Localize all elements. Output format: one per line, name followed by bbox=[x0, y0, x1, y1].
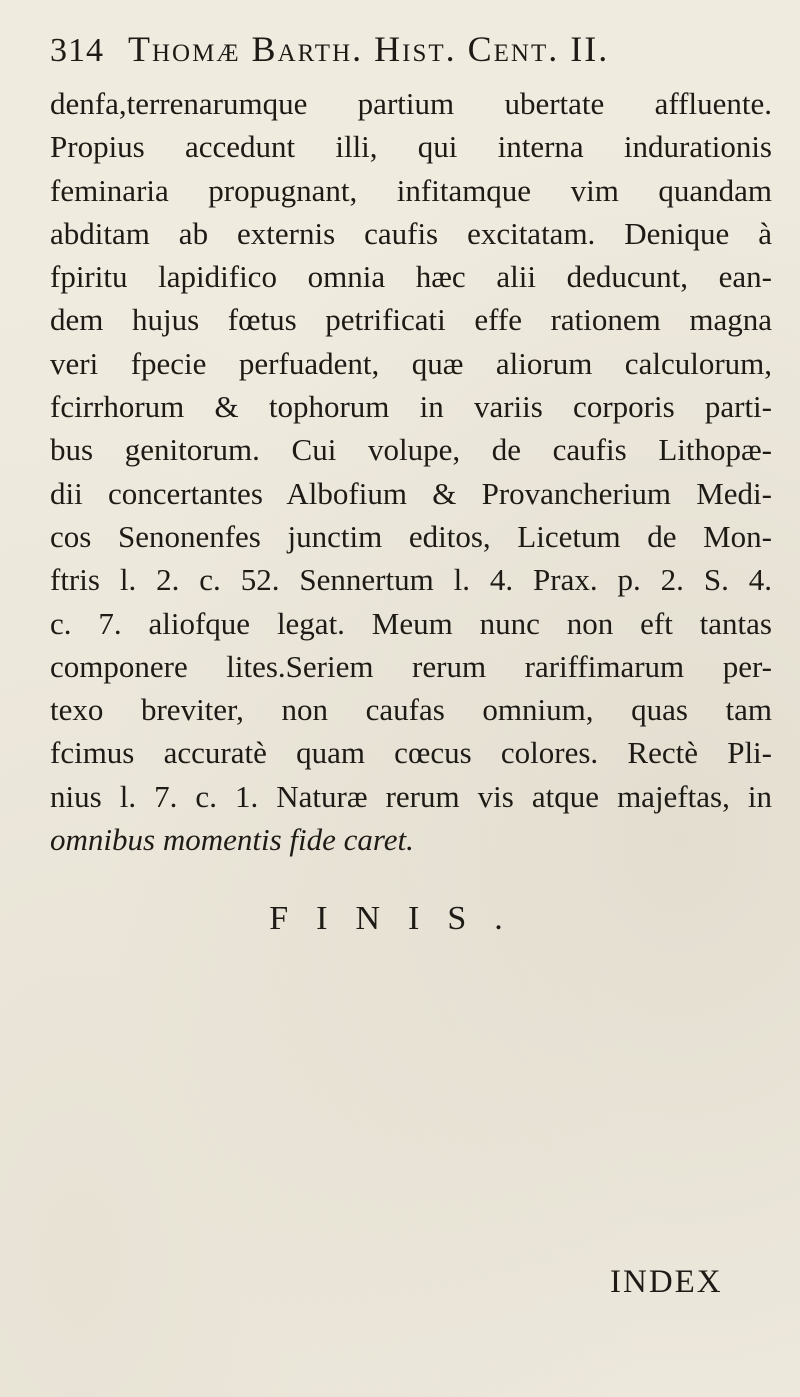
text-line: componere lites.Seriem rerum rariffimarum per- bbox=[50, 648, 772, 684]
text-line: ftris l. 2. c. 52. Sennertum l. 4. Prax. p. 2. S. 4. bbox=[50, 562, 772, 598]
text-line: fcirrhorum & tophorum in variis corporis parti- bbox=[50, 389, 772, 425]
text-line: omnibus momentis fide caret. bbox=[50, 822, 414, 858]
text-line: bus genitorum. Cui volupe, de caufis Lithopæ- bbox=[50, 432, 772, 468]
text-line: nius l. 7. c. 1. Naturæ rerum vis atque majeftas, in bbox=[50, 778, 772, 814]
text-line: abditam ab externis caufis excitatam. Denique à bbox=[50, 215, 772, 251]
text-line: denfa,terrenarumque partium ubertate affluente. bbox=[50, 86, 772, 121]
running-header bbox=[50, 28, 770, 70]
page-number: 314 bbox=[50, 32, 104, 69]
text-line: dii concertantes Albofium & Provancherium Medi- bbox=[50, 475, 772, 511]
text-line: texo breviter, non caufas omnium, quas tam bbox=[50, 692, 772, 728]
text-line: cos Senonenfes junctim editos, Licetum de Mon- bbox=[50, 518, 772, 554]
catchword: INDEX bbox=[610, 1264, 723, 1300]
text-line: dem hujus fœtus petrificati effe rationem magna bbox=[50, 302, 772, 338]
text-line: feminaria propugnant, infitamque vim quandam bbox=[50, 172, 772, 208]
body-text bbox=[50, 82, 772, 861]
running-title: Thomæ Barth. Hist. Cent. II. bbox=[128, 29, 610, 69]
finis-label: FINIS. bbox=[269, 900, 531, 937]
text-line: veri fpecie perfuadent, quæ aliorum calculorum, bbox=[50, 345, 772, 381]
text-line: fcimus accuratè quam cœcus colores. Rectè Pli- bbox=[50, 735, 772, 771]
text-line: fpiritu lapidifico omnia hæc alii deducunt, ean- bbox=[50, 259, 772, 295]
text-line: c. 7. aliofque legat. Meum nunc non eft tantas bbox=[50, 605, 772, 641]
text-line: Propius accedunt illi, qui interna indurationis bbox=[50, 129, 772, 165]
